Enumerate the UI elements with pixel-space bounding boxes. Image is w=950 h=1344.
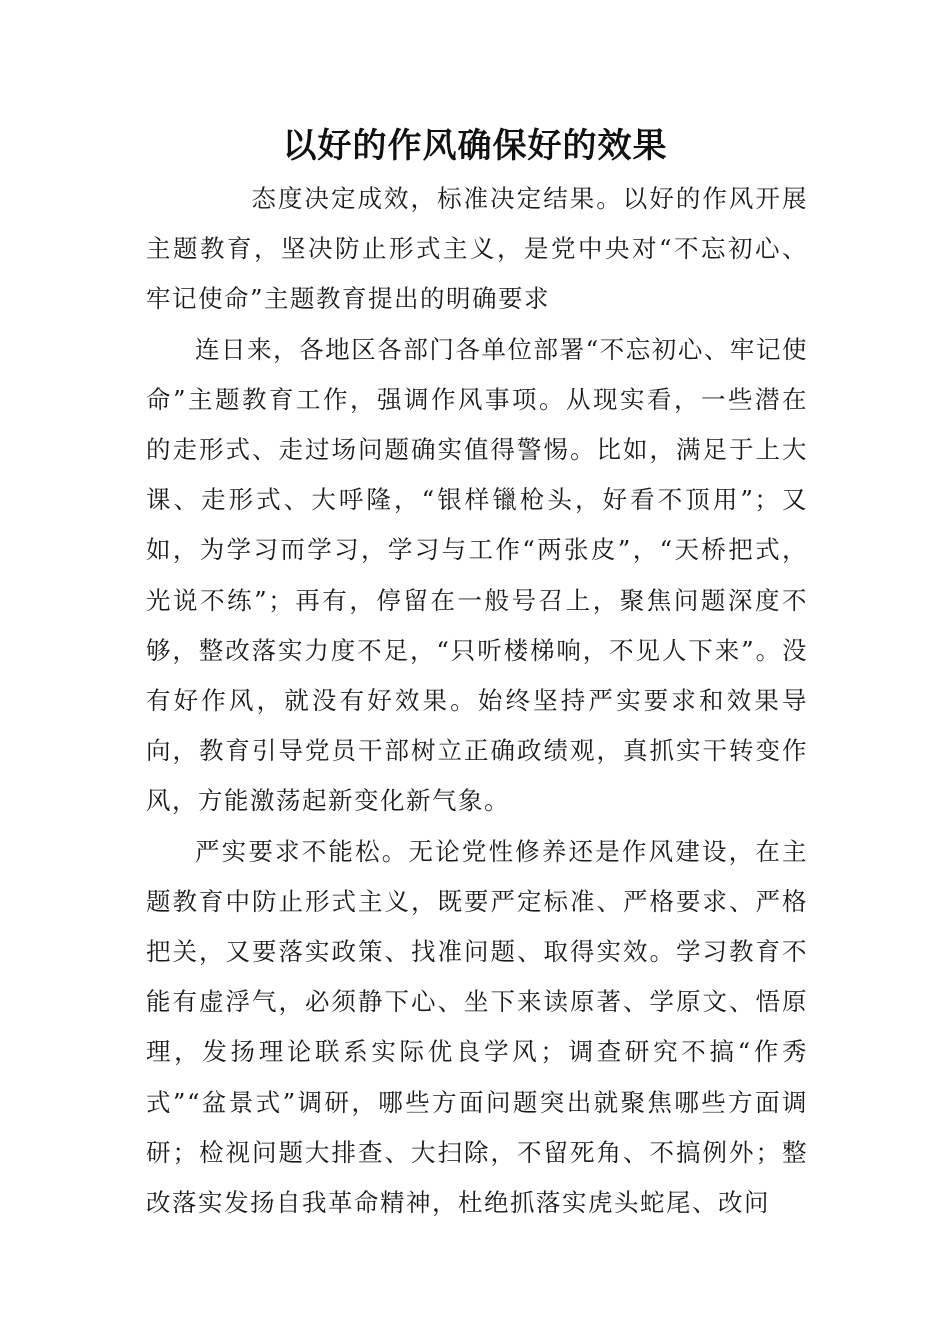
paragraph-1: 态度决定成效，标准决定结果。以好的作风开展主题教育，坚决防止形式主义，是党中央对“不忘初心、牢记使命”主题教育提出的明确要求	[146, 184, 808, 314]
paragraph-3: 严实要求不能松。无论党性修养还是作风建设，在主题教育中防止形式主义，既要严定标准、严格要求、严格把关，又要落实政策、找准问题、取得实效。学习教育不能有虚浮气，必须静下心、坐下来读原著、学原文、悟原理，发扬理论联系实际优良学风；调查研究不搞“作秀式”“盆景式”调研，哪些方面问题突出就聚焦哪些方面调研；检视问题大排查、大扫除，不留死角、不搞例外；整改落实发扬自我革命精神，杜绝抓落实虎头蛇尾、改问	[146, 836, 808, 1218]
paragraph-2: 连日来，各地区各部门各单位部署“不忘初心、牢记使命”主题教育工作，强调作风事项。从现实看，一些潜在的走形式、走过场问题确实值得警惕。比如，满足于上大课、走形式、大呼隆，“银样镴枪头，好看不顶用”；又如，为学习而学习，学习与工作“两张皮”，“天桥把式，光说不练”；再有，停留在一般号召上，聚焦问题深度不够，整改落实力度不足，“只听楼梯响，不见人下来”。没有好作风，就没有好效果。始终坚持严实要求和效果导向，教育引导党员干部树立正确政绩观，真抓实干转变作风，方能激荡起新变化新气象。	[146, 334, 808, 816]
document-body	[146, 174, 808, 1228]
document-title: 以好的作风确保好的效果	[282, 126, 668, 166]
